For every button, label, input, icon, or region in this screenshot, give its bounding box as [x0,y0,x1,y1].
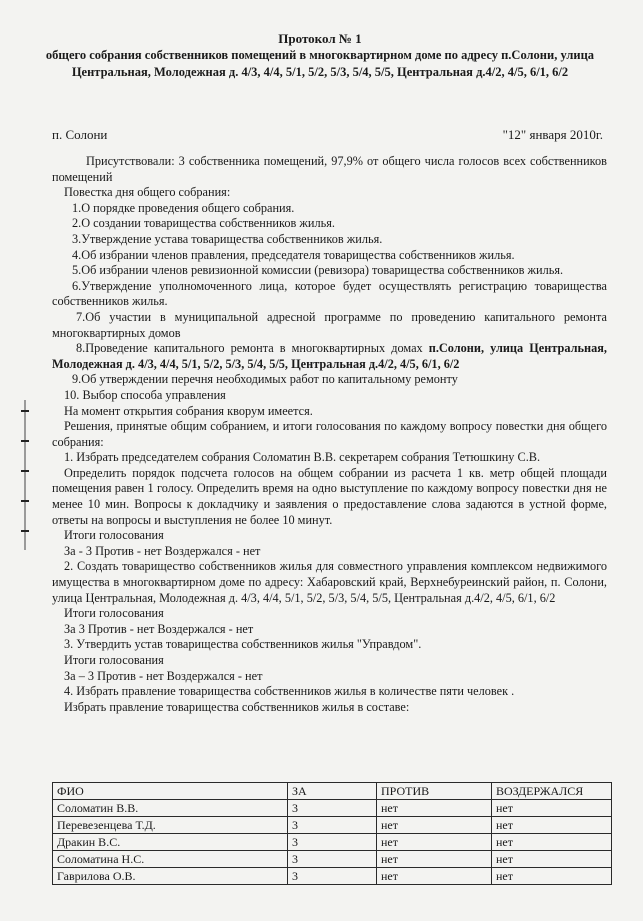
table-row [53,834,612,851]
cell-against: нет [377,834,492,851]
column-header-for: ЗА [288,783,377,800]
column-header-abstained: ВОЗДЕРЖАЛСЯ [492,783,612,800]
agenda-item-8 [52,341,607,372]
agenda-item: 4.Об избрании членов правления, председателя товарищества собственников жилья. [72,247,515,262]
vote-procedure: Определить порядок подсчета голосов на общем собрании из расчета 1 кв. метр общей площади помещения равен 1 голосу. Определить время на одно выступление по каждому вопросу повестки дня не менее 10 мин. Вопросы к докладчику и заявления о предоставление слова задаются в устной форме, ответы на вопросы и выступления не более 10 минут. [52,465,607,527]
protocol-number: Протокол № 1 [278,31,362,46]
cell-against: нет [377,868,492,885]
cell-for: 3 [288,851,377,868]
attendance-text: Присутствовали: 3 собственника помещений, 97,9% от общего числа голосов всех собственников помещений [52,154,607,184]
cell-abstained: нет [492,851,612,868]
agenda-item: 1.О порядке проведения общего собрания. [72,200,295,215]
cell-abstained: нет [492,800,612,817]
column-header-name: ФИО [53,783,288,800]
cell-against: нет [377,800,492,817]
agenda-item: 2.О создании товарищества собственников жилья. [72,216,335,231]
cell-name: Перевезенцева Т.Д. [53,817,288,834]
agenda-item: 9.Об утверждении перечня необходимых работ по капитальному ремонту [72,372,458,387]
decision-3: 3. Утвердить устав товарищества собственников жилья "Управдом". [64,637,422,652]
agenda-item: 3.Утверждение устава товарищества собственников жилья. [72,231,383,246]
table-row [53,800,612,817]
table-row [53,851,612,868]
protocol-subject: общего собрания собственников помещений в многоквартирном доме по адресу п.Солони, улица Центральная, Молодежная д. 4/3, 4/4, 5/1, 5/2, 5/3, 5/4, 5/5, Центральная д.4/2, 4/5, 6/1, 6/2 [45,48,595,79]
cell-for: 3 [288,868,377,885]
cell-for: 3 [288,800,377,817]
results-1: За - 3 Против - нет Воздержался - нет [64,543,261,558]
cell-abstained: нет [492,834,612,851]
binding-stitch-marks [20,400,30,550]
cell-against: нет [377,817,492,834]
decision-4-composition: Избрать правление товарищества собственников жилья в составе: [64,699,410,714]
column-header-against: ПРОТИВ [377,783,492,800]
cell-abstained: нет [492,817,612,834]
results-title: Итоги голосования [64,528,164,543]
results-3: За – 3 Против - нет Воздержался - нет [64,668,263,683]
cell-name: Дракин В.С. [53,834,288,851]
cell-name: Соломатин В.В. [53,800,288,817]
decision-2: 2. Создать товарищество собственников жилья для совместного управления комплексом недвижимого имущества в многоквартирном доме по адресу: Хабаровский край, Верхнебуреинский район, п. Солони, улица Центральная, Молодежная д. 4/3, 4/4, 5/1, 5/2, 5/3, 5/4, 5/5, Центральная д.4/2, 4/5, 6/1, 6/2 [52,559,607,605]
agenda-item: 6.Утверждение уполномоченного лица, которое будет осуществлять регистрацию товарищества собственников жилья. [52,278,607,309]
results-title: Итоги голосования [64,606,164,621]
agenda-title: Повестка дня общего собрания: [64,185,231,200]
results-2: За 3 Против - нет Воздержался - нет [64,621,254,636]
place: п. Солони [52,127,108,142]
cell-name: Гаврилова О.В. [53,868,288,885]
table-row [53,868,612,885]
quorum-text: На момент открытия собрания кворум имеется. [64,403,313,418]
board-vote-table [52,782,612,885]
date: "12" января 2010г. [502,127,603,142]
document-body [52,154,607,715]
decision-1: 1. Избрать председателем собрания Соломатин В.В. секретарем собрания Тетюшкину С.В. [64,450,541,465]
decisions-intro: Решения, принятые общим собранием, и итоги голосования по каждому вопросу повестки дня общего собрания: [52,419,607,449]
agenda-item: 5.Об избрании членов ревизионной комиссии (ревизора) товарищества собственников жилья. [72,263,564,278]
cell-for: 3 [288,817,377,834]
agenda-item: 10. Выбор способа управления [64,387,226,402]
table-row [53,817,612,834]
table-header-row [53,783,612,800]
cell-for: 3 [288,834,377,851]
cell-name: Соломатина Н.С. [53,851,288,868]
document-title [40,30,600,81]
agenda-item-8-text: 8.Проведение капитального ремонта в многоквартирных домах [76,341,429,356]
cell-against: нет [377,851,492,868]
cell-abstained: нет [492,868,612,885]
agenda-item: 7.Об участии в муниципальной адресной программе по проведению капитального ремонта многоквартирных домов [52,309,607,340]
agenda-item-8-address: п.Солони, улица Центральная, Молодежная д. 4/3, 4/4, 5/1, 5/2, 5/3, 5/4, 5/5, Центральная д.4/2, 4/5, 6/1, 6/2 [52,341,607,371]
results-title: Итоги голосования [64,653,164,667]
decision-4: 4. Избрать правление товарищества собственников жилья в количестве пяти человек . [64,684,515,699]
